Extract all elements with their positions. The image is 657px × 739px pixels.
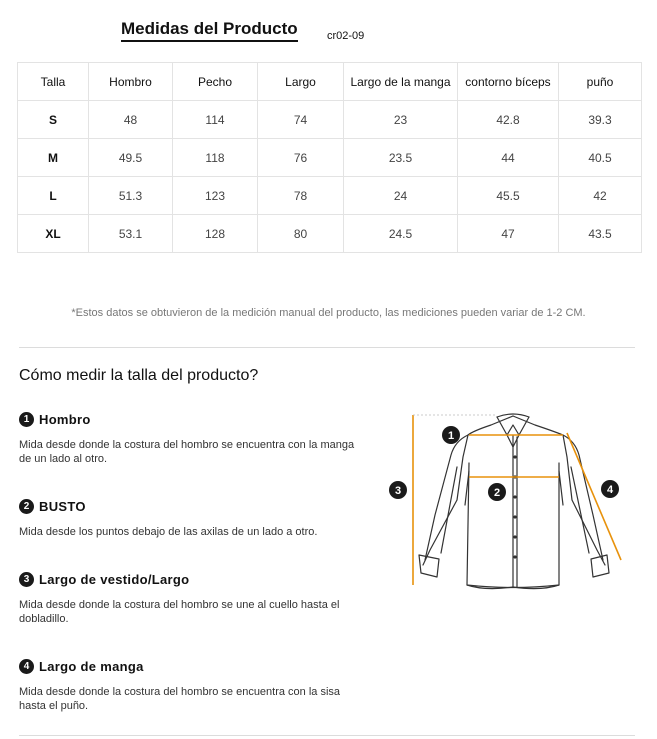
column-header: Hombro bbox=[89, 63, 173, 101]
table-cell: 118 bbox=[173, 139, 258, 177]
step-number-badge: 1 bbox=[19, 412, 34, 427]
table-row bbox=[18, 139, 642, 177]
marker-3: 3 bbox=[394, 485, 402, 497]
step-title: Hombro bbox=[39, 411, 91, 427]
size-label: XL bbox=[18, 215, 89, 253]
step-title: BUSTO bbox=[39, 498, 86, 514]
marker-badges bbox=[389, 426, 619, 501]
table-cell: 76 bbox=[258, 139, 344, 177]
table-row bbox=[18, 215, 642, 253]
table-cell: 42 bbox=[559, 177, 642, 215]
table-cell: 23 bbox=[344, 101, 458, 139]
table-cell: 23.5 bbox=[344, 139, 458, 177]
step-description: Mida desde donde la costura del hombro se une al cuello hasta el dobladillo. bbox=[19, 599, 340, 625]
table-cell: 45.5 bbox=[458, 177, 559, 215]
column-header: Talla bbox=[18, 63, 89, 101]
step-title: Largo de manga bbox=[39, 658, 144, 674]
page-title: Medidas del Producto bbox=[121, 19, 298, 42]
product-code: cr02-09 bbox=[327, 30, 365, 42]
step-description: Mida desde donde la costura del hombro se encuentra con la manga de un lado al otro. bbox=[19, 439, 355, 465]
step-description: Mida desde donde la costura del hombro se encuentra con la sisa hasta el puño. bbox=[19, 686, 341, 712]
table-cell: 74 bbox=[258, 101, 344, 139]
column-header: contorno bíceps bbox=[458, 63, 559, 101]
table-header-row bbox=[18, 63, 642, 101]
table-cell: 47 bbox=[458, 215, 559, 253]
table-cell: 24.5 bbox=[344, 215, 458, 253]
size-label: L bbox=[18, 177, 89, 215]
marker-2: 2 bbox=[493, 487, 501, 499]
step-number-badge: 2 bbox=[19, 499, 34, 514]
step-number-badge: 3 bbox=[19, 572, 34, 587]
step-bust bbox=[19, 497, 364, 539]
table-cell: 48 bbox=[89, 101, 173, 139]
step-title: Largo de vestido/Largo bbox=[39, 571, 190, 587]
table-cell: 80 bbox=[258, 215, 344, 253]
button-dots bbox=[513, 455, 516, 558]
table-cell: 42.8 bbox=[458, 101, 559, 139]
table-cell: 51.3 bbox=[89, 177, 173, 215]
marker-1: 1 bbox=[447, 430, 455, 442]
table-cell: 53.1 bbox=[89, 215, 173, 253]
divider bbox=[19, 735, 635, 736]
marker-4: 4 bbox=[606, 484, 614, 496]
table-cell: 40.5 bbox=[559, 139, 642, 177]
step-number-badge: 4 bbox=[19, 659, 34, 674]
table-cell: 44 bbox=[458, 139, 559, 177]
table-row bbox=[18, 101, 642, 139]
column-header: Largo de la manga bbox=[344, 63, 458, 101]
size-label: S bbox=[18, 101, 89, 139]
table-cell: 78 bbox=[258, 177, 344, 215]
column-header: puño bbox=[559, 63, 642, 101]
step-length bbox=[19, 570, 364, 626]
table-cell: 49.5 bbox=[89, 139, 173, 177]
table-cell: 24 bbox=[344, 177, 458, 215]
table-cell: 39.3 bbox=[559, 101, 642, 139]
size-label: M bbox=[18, 139, 89, 177]
table-cell: 114 bbox=[173, 101, 258, 139]
table-cell: 128 bbox=[173, 215, 258, 253]
column-header: Largo bbox=[258, 63, 344, 101]
shirt-measurement-diagram bbox=[385, 405, 635, 590]
table-cell: 123 bbox=[173, 177, 258, 215]
step-sleeve bbox=[19, 657, 364, 713]
column-header: Pecho bbox=[173, 63, 258, 101]
shirt-measurement-icon bbox=[385, 405, 635, 590]
howto-title: Cómo medir la talla del producto? bbox=[19, 367, 259, 384]
measurement-note: *Estos datos se obtuvieron de la medición manual del producto, las mediciones pueden variar de 1-2 CM. bbox=[71, 307, 586, 319]
table-cell: 43.5 bbox=[559, 215, 642, 253]
divider bbox=[19, 347, 635, 348]
step-description: Mida desde los puntos debajo de las axilas de un lado a otro. bbox=[19, 526, 318, 538]
table-row bbox=[18, 177, 642, 215]
step-shoulder bbox=[19, 410, 364, 466]
size-table bbox=[17, 62, 642, 253]
